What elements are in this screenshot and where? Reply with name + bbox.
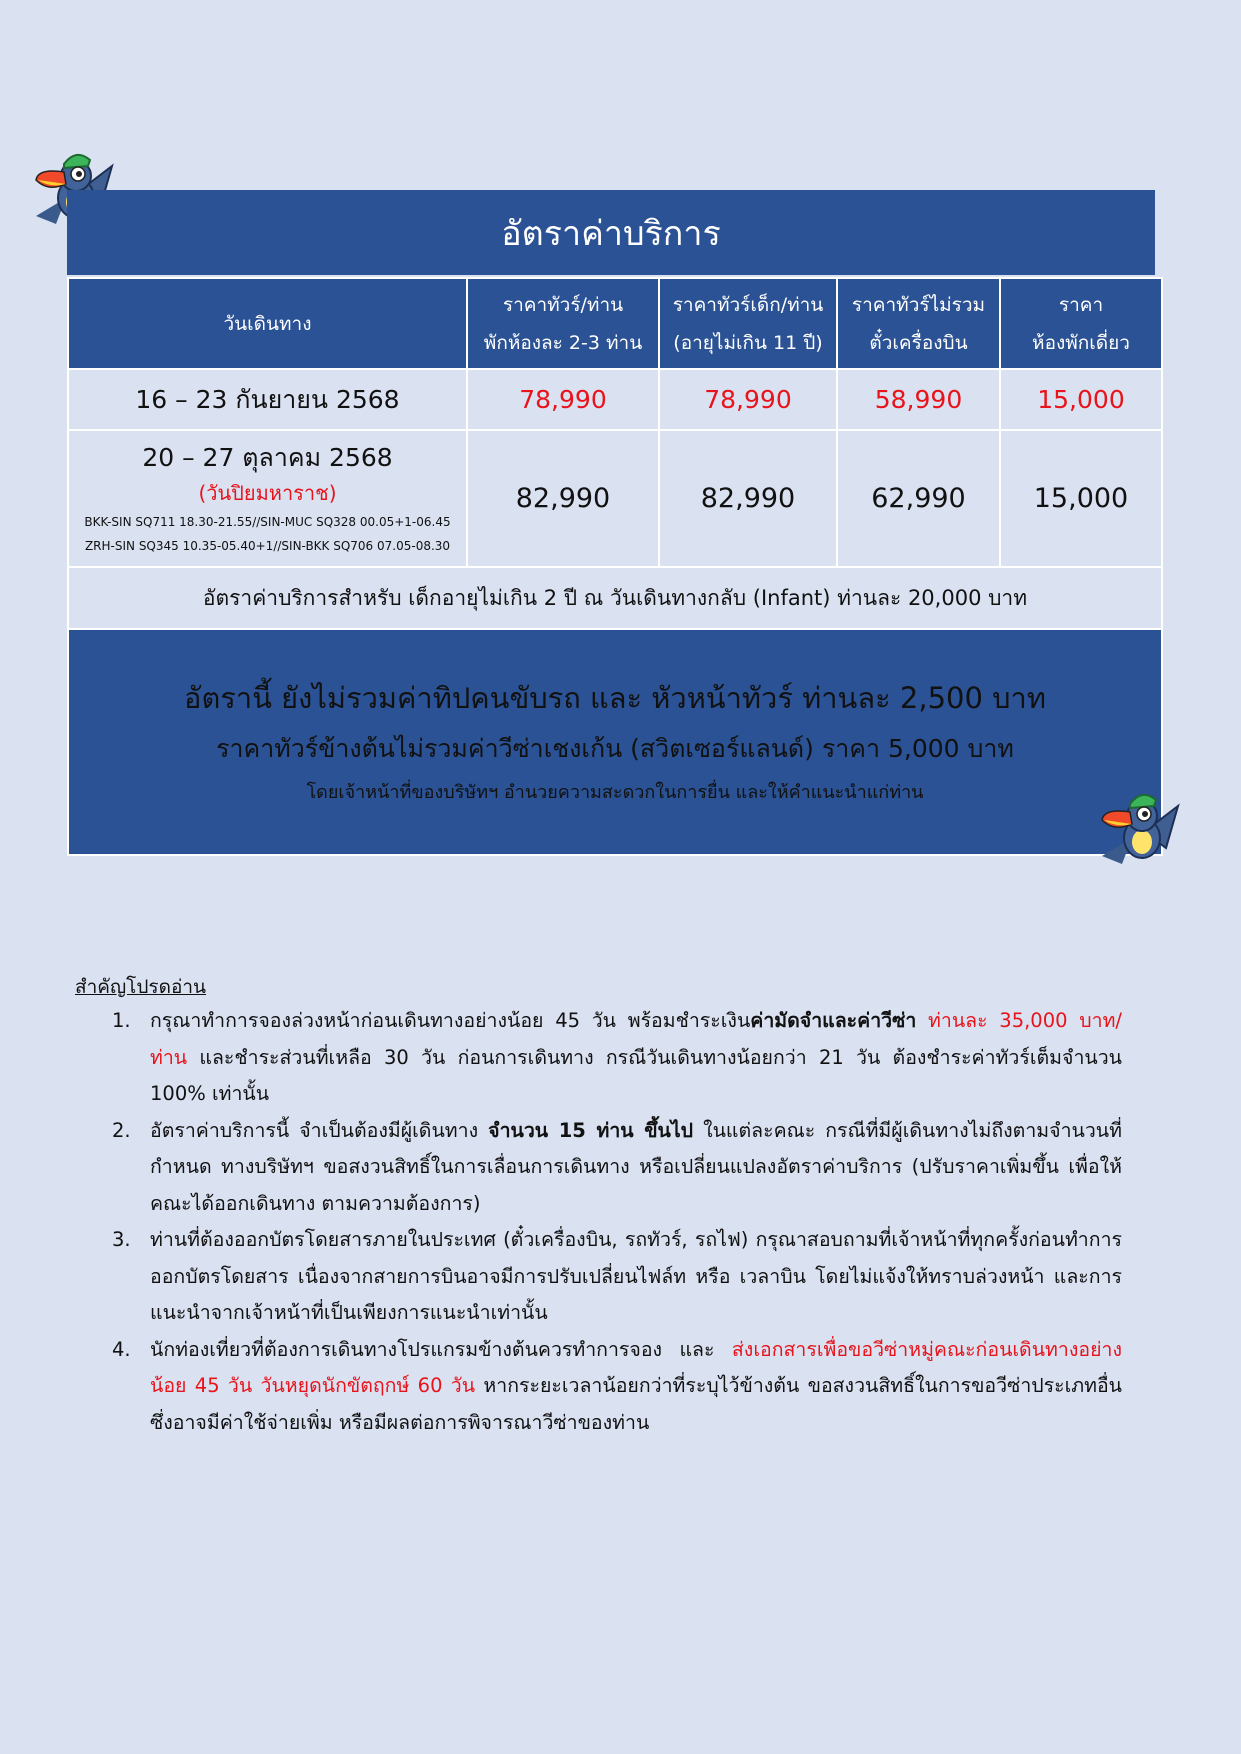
item-number: 4. — [112, 1337, 131, 1361]
terms-list — [100, 1003, 1122, 1441]
term-text: นักท่องเที่ยวที่ต้องการเดินทางโปรแกรมข้างต้นควรทำการจอง และ — [150, 1337, 732, 1361]
column-header: ราคาทัวร์ไม่รวม ตั๋วเครื่องบิน — [837, 278, 1000, 369]
term-text: อัตราค่าบริการนี้ จำเป็นต้องมีผู้เดินทาง — [150, 1118, 489, 1142]
item-number: 1. — [112, 1009, 131, 1032]
term-text: ท่านที่ต้องออกบัตรโดยสารภายในประเทศ (ตั๋วเครื่องบิน, รถทัวร์, รถไฟ) กรุณาสอบถามที่เจ้าหน้าที่ทุกครั้งก่อนทำการออกบัตรโดยสาร เนื่องจากสายการบินอาจมีการปรับเปลี่ยนไฟล์ท หรือ เวลาบิน โดยไม่แจ้งให้ทราบล่วงหน้า และการแนะนำจากเจ้าหน้าที่เป็นเพียงการแนะนำเท่านั้น — [150, 1228, 1122, 1324]
single-room-price: 15,000 — [1000, 369, 1162, 430]
term-text: และชำระส่วนที่เหลือ 30 วัน ก่อนการเดินทาง กรณีวันเดินทางน้อยกว่า 21 วัน ต้องชำระค่าทัวร์เต็มจำนวน 100% เท่านั้น — [150, 1045, 1122, 1105]
term-bold: จำนวน 15 ท่าน ขึ้นไป — [488, 1118, 694, 1142]
note-row — [68, 629, 1162, 855]
list-item — [100, 1332, 1122, 1442]
infant-row — [68, 567, 1162, 629]
list-item — [100, 1003, 1122, 1113]
adult-price: 82,990 — [467, 430, 659, 567]
item-number: 3. — [112, 1228, 131, 1251]
travel-date: 20 – 27 ตุลาคม 2568 — [142, 442, 393, 472]
item-number: 2. — [112, 1118, 131, 1142]
infant-note: อัตราค่าบริการสำหรับ เด็กอายุไม่เกิน 2 ปี ณ วันเดินทางกลับ (Infant) ท่านละ 20,000 บาท — [68, 567, 1162, 629]
toucan-mascot-icon — [1092, 786, 1184, 870]
term-bold: ค่ามัดจำและค่าวีซ่า — [750, 1009, 917, 1032]
list-item — [100, 1222, 1122, 1332]
note-box — [68, 629, 1162, 855]
travel-date: 16 – 23 กันยายน 2568 — [68, 369, 467, 430]
list-item — [100, 1113, 1122, 1223]
table-row — [68, 369, 1162, 430]
flight-info: BKK-SIN SQ711 18.30-21.55//SIN-MUC SQ328 00.05+1-06.45 — [84, 514, 451, 529]
term-highlight: ส่งเอกสารเพื่อขอวีซ่าหมู่คณะก่อนเดินทางอย่างน้อย 45 วัน วันหยุดนักขัตฤกษ์ 60 วัน — [150, 1337, 1122, 1397]
page-title: อัตราค่าบริการ — [67, 190, 1155, 275]
table-header-row — [68, 278, 1162, 369]
single-room-price: 15,000 — [1000, 430, 1162, 567]
adult-price: 78,990 — [467, 369, 659, 430]
no-ticket-price: 62,990 — [837, 430, 1000, 567]
note-line: ราคาทัวร์ข้างต้นไม่รวมค่าวีซ่าเชงเก้น (สวิตเซอร์แลนด์) ราคา 5,000 บาท — [216, 734, 1014, 763]
child-price: 78,990 — [659, 369, 837, 430]
term-highlight: ท่านละ 35,000 บาท/ท่าน — [150, 1009, 1122, 1069]
term-text: หากระยะเวลาน้อยกว่าที่ระบุไว้ข้างต้น ขอสงวนสิทธิ์ในการขอวีซ่าประเภทอื่นซึ่งอาจมีค่าใช้จ่ายเพิ่ม หรือมีผลต่อการพิจารณาวีซ่าของท่าน — [150, 1374, 1123, 1434]
important-heading: สำคัญโปรดอ่าน — [75, 976, 207, 998]
no-ticket-price: 58,990 — [837, 369, 1000, 430]
column-header: ราคาทัวร์เด็ก/ท่าน (อายุไม่เกิน 11 ปี) — [659, 278, 837, 369]
term-text: ในแต่ละคณะ กรณีที่มีผู้เดินทางไม่ถึงตามจำนวนที่กำหนด ทางบริษัทฯ ขอสงวนสิทธิ์ในการเลื่อนการเดินทาง หรือเปลี่ยนแปลงอัตราค่าบริการ (ปรับราคาเพิ่มขึ้น เพื่อให้คณะได้ออกเดินทาง ตามความต้องการ) — [150, 1118, 1122, 1215]
travel-date-cell — [68, 430, 467, 567]
column-header: ราคาทัวร์/ท่าน พักห้องละ 2-3 ท่าน — [467, 278, 659, 369]
child-price: 82,990 — [659, 430, 837, 567]
price-table — [67, 277, 1163, 856]
holiday-label: (วันปิยมหาราช) — [198, 480, 337, 505]
note-line: อัตรานี้ ยังไม่รวมค่าทิปคนขับรถ และ หัวหน้าทัวร์ ท่านละ 2,500 บาท — [184, 681, 1046, 715]
column-header: ราคา ห้องพักเดี่ยว — [1000, 278, 1162, 369]
column-header: วันเดินทาง — [68, 278, 467, 369]
term-text: กรุณาทำการจองล่วงหน้าก่อนเดินทางอย่างน้อย 45 วัน พร้อมชำระเงิน — [150, 1009, 751, 1032]
note-line: โดยเจ้าหน้าที่ของบริษัทฯ อำนวยความสะดวกในการยื่น และให้คำแนะนำแก่ท่าน — [306, 782, 924, 803]
table-row — [68, 430, 1162, 567]
flight-info: ZRH-SIN SQ345 10.35-05.40+1//SIN-BKK SQ706 07.05-08.30 — [84, 538, 451, 553]
